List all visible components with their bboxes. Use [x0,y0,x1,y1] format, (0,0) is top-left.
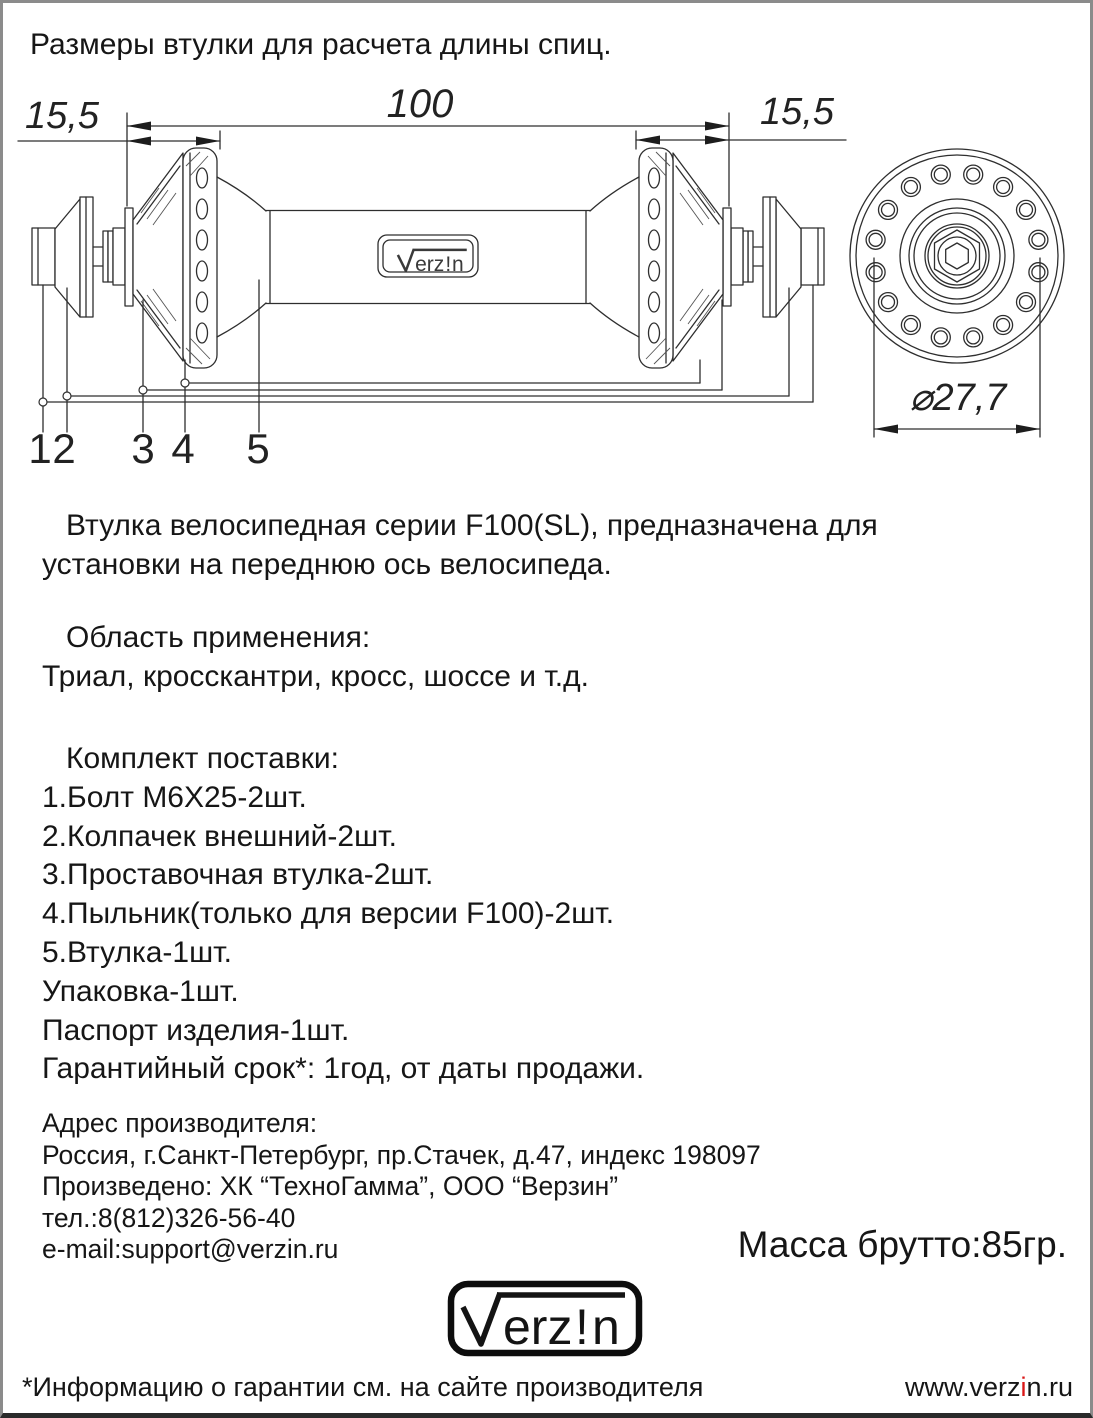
part-number-3: 3 [131,425,155,472]
axle-hex [935,230,980,282]
kit-item: 5.Втулка-1шт. [42,935,232,969]
manufacturer-line: тел.:8(812)326-56-40 [42,1202,296,1233]
kit-item: 1.Болт М6Х25-2шт. [42,780,307,814]
logo-text-excl: ! [575,1299,589,1355]
spacer-sleeve [113,228,125,285]
hub-side-view-right-half [586,148,824,368]
hub-flange [183,148,217,368]
page-title: Размеры втулки для расчета длины спиц. [30,28,612,61]
kit-section [42,740,644,1089]
hub-barrel [266,211,590,304]
description-paragraph [42,506,878,584]
gross-weight: Масса брутто:85гр. [737,1224,1067,1265]
dim-label-100: 100 [386,82,454,126]
hub-technical-drawing [0,0,1093,478]
kit-item: 2.Колпачек внешний-2шт. [42,819,397,853]
manufacturer-section [42,1108,761,1266]
logo-text-n: n [592,1299,620,1355]
bolt-head [32,228,55,285]
dim-label-diameter: ⌀27,7 [909,377,1007,419]
logo-text-erz: erz [503,1299,573,1355]
kit-item: Гарантийный срок*: 1год, от даты продажи. [42,1052,645,1086]
washer [108,231,113,282]
hex-socket [946,243,969,269]
dim-label-left: 15,5 [25,95,99,137]
dimension-right-15-5 [636,91,846,149]
description-line: Втулка велосипедная серии F100(SL), предназначена для [66,509,878,542]
manufacturer-line: Россия, г.Санкт-Петербург, пр.Стачек, д.47, индекс 198097 [42,1139,761,1170]
application-text: Триал, кросскантри, кросс, шоссе и т.д. [42,660,589,693]
kit-heading: Комплект поставки: [66,742,339,775]
spoke-hole-ring [866,165,1048,347]
application-section [42,618,589,696]
website-url [905,1372,1073,1403]
part-number-5: 5 [246,425,270,472]
warranty-footnote: *Информацию о гарантии см. на сайте производителя [22,1372,704,1402]
hub-logo-text-n: n [452,252,464,276]
kit-item: 3.Проставочная втулка-2шт. [42,858,434,892]
kit-item: Паспорт изделия-1шт. [42,1013,350,1047]
hub-logo-text-excl: ! [445,252,452,276]
part-number-1: 1 [28,425,52,472]
manufacturer-heading: Адрес производителя: [42,1108,318,1138]
washer [103,231,108,282]
description-line: установки на переднюю ось велосипеда. [42,548,612,581]
dimension-left-15-5 [18,95,220,149]
part-number-4: 4 [171,425,195,472]
dim-label-right: 15,5 [760,91,834,133]
kit-item: 4.Пыльник(только для версии F100)-2шт. [42,897,615,931]
manufacturer-email: e-mail:support@verzin.ru [42,1234,339,1264]
hub-front-view [850,149,1064,437]
website-accent-letter: i [1020,1372,1027,1402]
dust-cover [133,153,183,361]
hub-side-view-left-half [32,148,270,368]
hub-logo-text-erz: erz [415,252,445,276]
website-prefix: www.verz [904,1372,1021,1402]
part-number-2: 2 [52,425,76,472]
verzin-logo [447,1280,643,1357]
website-suffix: n.ru [1026,1372,1073,1402]
locknut [125,208,133,306]
kit-item: Упаковка-1шт. [42,974,239,1008]
application-heading: Область применения: [66,621,371,654]
manufacturer-line: Произведено: ХК “ТехноГамма”, ООО “Верзин” [42,1171,619,1201]
